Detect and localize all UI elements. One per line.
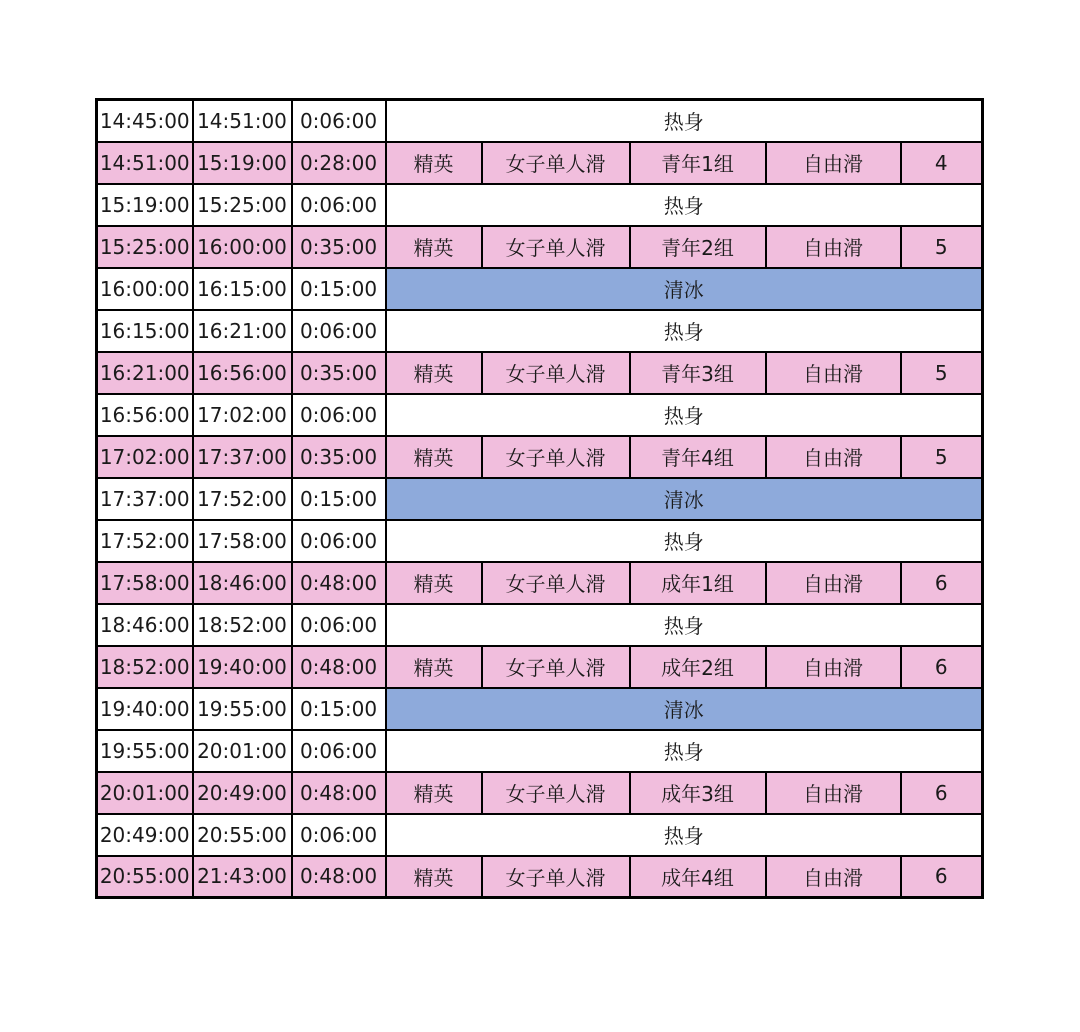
start-time-cell: 20:55:00: [97, 856, 193, 898]
start-time-cell: 15:19:00: [97, 184, 193, 226]
level-cell: 精英: [386, 646, 482, 688]
start-time-cell: 16:21:00: [97, 352, 193, 394]
start-time-cell: 14:51:00: [97, 142, 193, 184]
level-cell: 精英: [386, 142, 482, 184]
level-cell: 精英: [386, 772, 482, 814]
end-time-cell: 20:55:00: [193, 814, 292, 856]
duration-cell: 0:15:00: [292, 268, 386, 310]
warmup-row: [97, 730, 983, 772]
warmup-row: [97, 394, 983, 436]
end-time-cell: 20:49:00: [193, 772, 292, 814]
level-cell: 精英: [386, 562, 482, 604]
count-cell: 6: [901, 772, 983, 814]
end-time-cell: 14:51:00: [193, 100, 292, 142]
duration-cell: 0:35:00: [292, 352, 386, 394]
start-time-cell: 17:02:00: [97, 436, 193, 478]
warmup-row: [97, 100, 983, 142]
duration-cell: 0:28:00: [292, 142, 386, 184]
group-cell: 成年4组: [630, 856, 766, 898]
competition-row: [97, 142, 983, 184]
warmup-label-cell: 热身: [386, 310, 983, 352]
start-time-cell: 15:25:00: [97, 226, 193, 268]
start-time-cell: 20:49:00: [97, 814, 193, 856]
event-cell: 女子单人滑: [482, 352, 630, 394]
level-cell: 精英: [386, 436, 482, 478]
level-cell: 精英: [386, 856, 482, 898]
start-time-cell: 16:56:00: [97, 394, 193, 436]
warmup-label-cell: 热身: [386, 100, 983, 142]
resurface-label-cell: 清冰: [386, 268, 983, 310]
count-cell: 5: [901, 226, 983, 268]
end-time-cell: 16:21:00: [193, 310, 292, 352]
start-time-cell: 17:58:00: [97, 562, 193, 604]
duration-cell: 0:48:00: [292, 856, 386, 898]
end-time-cell: 16:00:00: [193, 226, 292, 268]
count-cell: 6: [901, 562, 983, 604]
end-time-cell: 18:52:00: [193, 604, 292, 646]
segment-cell: 自由滑: [766, 772, 901, 814]
duration-cell: 0:06:00: [292, 100, 386, 142]
duration-cell: 0:06:00: [292, 814, 386, 856]
warmup-row: [97, 814, 983, 856]
duration-cell: 0:06:00: [292, 730, 386, 772]
competition-row: [97, 772, 983, 814]
start-time-cell: 18:52:00: [97, 646, 193, 688]
duration-cell: 0:48:00: [292, 646, 386, 688]
warmup-label-cell: 热身: [386, 814, 983, 856]
event-cell: 女子单人滑: [482, 436, 630, 478]
warmup-label-cell: 热身: [386, 184, 983, 226]
duration-cell: 0:48:00: [292, 772, 386, 814]
group-cell: 青年4组: [630, 436, 766, 478]
start-time-cell: 16:00:00: [97, 268, 193, 310]
event-cell: 女子单人滑: [482, 646, 630, 688]
end-time-cell: 20:01:00: [193, 730, 292, 772]
start-time-cell: 19:55:00: [97, 730, 193, 772]
event-cell: 女子单人滑: [482, 226, 630, 268]
warmup-row: [97, 310, 983, 352]
duration-cell: 0:48:00: [292, 562, 386, 604]
segment-cell: 自由滑: [766, 436, 901, 478]
level-cell: 精英: [386, 352, 482, 394]
duration-cell: 0:15:00: [292, 478, 386, 520]
resurface-label-cell: 清冰: [386, 688, 983, 730]
warmup-label-cell: 热身: [386, 730, 983, 772]
segment-cell: 自由滑: [766, 142, 901, 184]
warmup-label-cell: 热身: [386, 520, 983, 562]
end-time-cell: 17:58:00: [193, 520, 292, 562]
count-cell: 6: [901, 646, 983, 688]
group-cell: 成年3组: [630, 772, 766, 814]
duration-cell: 0:06:00: [292, 604, 386, 646]
end-time-cell: 18:46:00: [193, 562, 292, 604]
resurface-label-cell: 清冰: [386, 478, 983, 520]
warmup-row: [97, 184, 983, 226]
end-time-cell: 17:37:00: [193, 436, 292, 478]
end-time-cell: 17:52:00: [193, 478, 292, 520]
duration-cell: 0:06:00: [292, 184, 386, 226]
segment-cell: 自由滑: [766, 226, 901, 268]
duration-cell: 0:06:00: [292, 310, 386, 352]
end-time-cell: 16:15:00: [193, 268, 292, 310]
warmup-row: [97, 520, 983, 562]
resurface-row: [97, 478, 983, 520]
end-time-cell: 15:19:00: [193, 142, 292, 184]
group-cell: 成年1组: [630, 562, 766, 604]
segment-cell: 自由滑: [766, 352, 901, 394]
group-cell: 青年3组: [630, 352, 766, 394]
competition-row: [97, 856, 983, 898]
start-time-cell: 16:15:00: [97, 310, 193, 352]
start-time-cell: 17:52:00: [97, 520, 193, 562]
resurface-row: [97, 268, 983, 310]
end-time-cell: 15:25:00: [193, 184, 292, 226]
end-time-cell: 19:40:00: [193, 646, 292, 688]
duration-cell: 0:06:00: [292, 520, 386, 562]
end-time-cell: 21:43:00: [193, 856, 292, 898]
start-time-cell: 20:01:00: [97, 772, 193, 814]
start-time-cell: 17:37:00: [97, 478, 193, 520]
event-cell: 女子单人滑: [482, 562, 630, 604]
event-cell: 女子单人滑: [482, 772, 630, 814]
start-time-cell: 18:46:00: [97, 604, 193, 646]
event-cell: 女子单人滑: [482, 856, 630, 898]
duration-cell: 0:06:00: [292, 394, 386, 436]
group-cell: 青年2组: [630, 226, 766, 268]
end-time-cell: 19:55:00: [193, 688, 292, 730]
level-cell: 精英: [386, 226, 482, 268]
competition-row: [97, 226, 983, 268]
segment-cell: 自由滑: [766, 646, 901, 688]
duration-cell: 0:35:00: [292, 226, 386, 268]
segment-cell: 自由滑: [766, 856, 901, 898]
count-cell: 4: [901, 142, 983, 184]
count-cell: 6: [901, 856, 983, 898]
start-time-cell: 14:45:00: [97, 100, 193, 142]
warmup-label-cell: 热身: [386, 604, 983, 646]
group-cell: 青年1组: [630, 142, 766, 184]
count-cell: 5: [901, 352, 983, 394]
competition-row: [97, 646, 983, 688]
group-cell: 成年2组: [630, 646, 766, 688]
count-cell: 5: [901, 436, 983, 478]
warmup-label-cell: 热身: [386, 394, 983, 436]
end-time-cell: 16:56:00: [193, 352, 292, 394]
duration-cell: 0:35:00: [292, 436, 386, 478]
end-time-cell: 17:02:00: [193, 394, 292, 436]
competition-row: [97, 352, 983, 394]
resurface-row: [97, 688, 983, 730]
schedule-body: [97, 100, 983, 898]
competition-row: [97, 436, 983, 478]
event-cell: 女子单人滑: [482, 142, 630, 184]
segment-cell: 自由滑: [766, 562, 901, 604]
competition-row: [97, 562, 983, 604]
schedule-table: [95, 98, 984, 899]
warmup-row: [97, 604, 983, 646]
duration-cell: 0:15:00: [292, 688, 386, 730]
start-time-cell: 19:40:00: [97, 688, 193, 730]
